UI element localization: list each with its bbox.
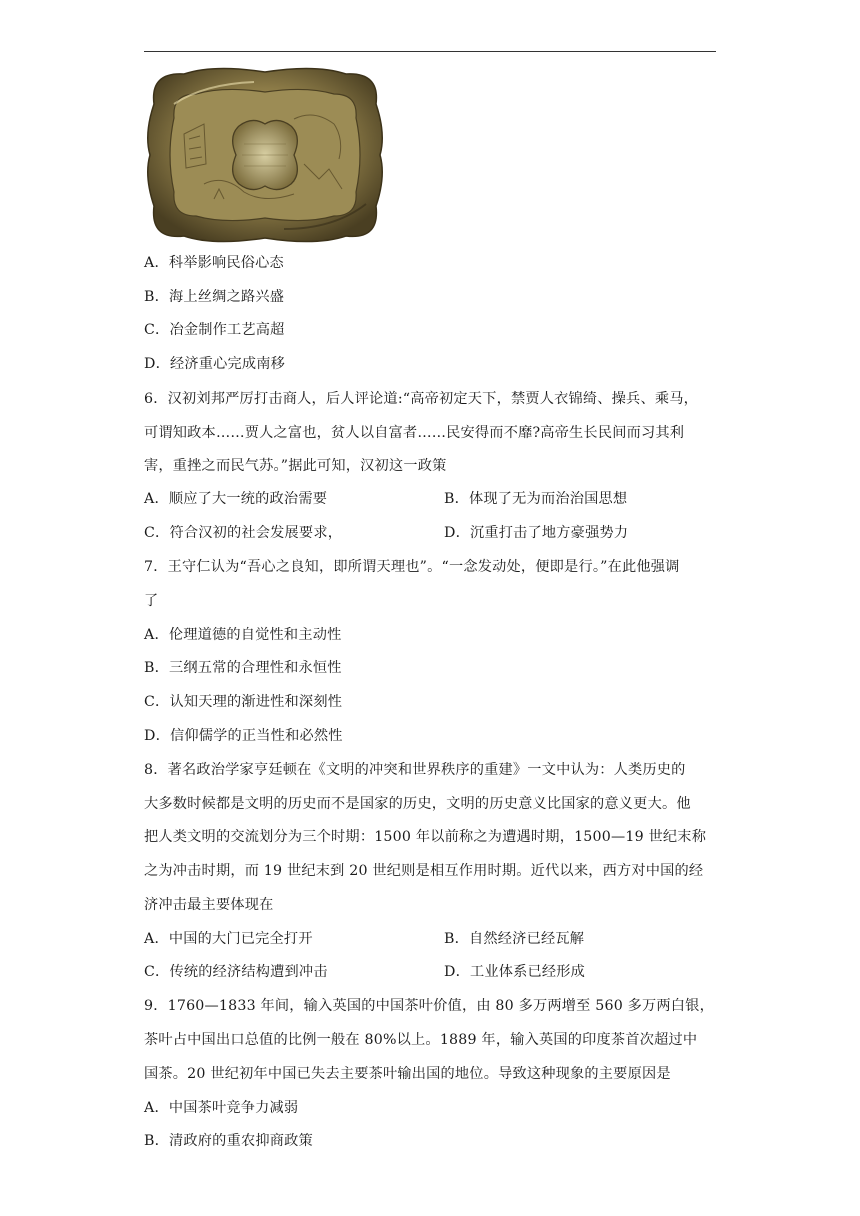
q7-stem-line-1: 7．王守仁认为“吾心之良知，即所谓天理也”。“一念发动处，便即是行。”在此他强调 bbox=[144, 559, 680, 575]
q8-stem-line-1: 8．著名政治学家亨廷顿在《文明的冲突和世界秩序的重建》一文中认为：人类历史的 bbox=[144, 762, 686, 778]
q6-stem-line-3: 害，重挫之而民气苏。”据此可知，汉初这一政策 bbox=[144, 458, 447, 474]
q5-option-a: A．科举影响民俗心态 bbox=[144, 255, 284, 271]
q9-stem-line-1: 9．1760—1833 年间，输入英国的中国茶叶价值，由 80 多万两增至 560 多万两白银， bbox=[144, 998, 714, 1014]
q7-option-c: C．认知天理的渐进性和深刻性 bbox=[144, 694, 343, 710]
q8-stem-line-4: 之为冲击时期，而 19 世纪末到 20 世纪则是相互作用时期。近代以来，西方对中国的经 bbox=[144, 863, 704, 879]
q8-stem-line-3: 把人类文明的交流划分为三个时期：1500 年以前称之为遭遇时期，1500—19 世纪末称 bbox=[144, 829, 707, 845]
q5-option-c: C．冶金制作工艺高超 bbox=[144, 322, 285, 338]
q8-option-d: D．工业体系已经形成 bbox=[444, 964, 586, 980]
q6-option-d: D．沉重打击了地方豪强势力 bbox=[444, 525, 629, 541]
q7-option-b: B．三纲五常的合理性和永恒性 bbox=[144, 660, 342, 676]
q7-stem-line-2: 了 bbox=[144, 593, 159, 609]
q8-option-c: C．传统的经济结构遭到冲击 bbox=[144, 964, 328, 980]
q9-stem-line-2: 茶叶占中国出口总值的比例一般在 80%以上。1889 年，输入英国的印度茶首次超过中 bbox=[144, 1032, 698, 1048]
q6-option-c: C．符合汉初的社会发展要求， bbox=[144, 525, 343, 541]
q5-option-d: D．经济重心完成南移 bbox=[144, 356, 286, 372]
q8-options-row-2 bbox=[144, 962, 716, 982]
q7-option-d: D．信仰儒学的正当性和必然性 bbox=[144, 728, 343, 744]
q5-option-b: B．海上丝绸之路兴盛 bbox=[144, 289, 285, 305]
q6-options-row-2 bbox=[144, 523, 716, 543]
q8-options-row-1 bbox=[144, 929, 716, 949]
q6-options-row-1 bbox=[144, 489, 716, 509]
q8-stem-line-2: 大多数时候都是文明的历史而不是国家的历史，文明的历史意义比国家的意义更大。他 bbox=[144, 796, 691, 812]
q8-option-a: A．中国的大门已完全打开 bbox=[144, 931, 313, 947]
header-rule bbox=[144, 51, 716, 52]
q6-option-a: A．顺应了大一统的政治需要 bbox=[144, 491, 328, 507]
q8-stem-line-5: 济冲击最主要体现在 bbox=[144, 897, 274, 913]
q9-option-b: B．清政府的重农抑商政策 bbox=[144, 1133, 313, 1149]
q6-stem-line-1: 6．汉初刘邦严厉打击商人，后人评论道:“高帝初定天下，禁贾人衣锦绮、操兵、乘马， bbox=[144, 391, 698, 407]
q7-option-a: A．伦理道德的自觉性和主动性 bbox=[144, 627, 342, 643]
q8-option-b: B．自然经济已经瓦解 bbox=[444, 931, 585, 947]
q6-stem-line-2: 可谓知政本……贾人之富也，贫人以自富者……民安得而不靡?高帝生长民间而习其利 bbox=[144, 425, 685, 441]
q6-option-b: B．体现了无为而治治国思想 bbox=[444, 491, 628, 507]
q9-stem-line-3: 国茶。20 世纪初年中国已失去主要茶叶输出国的地位。导致这种现象的主要原因是 bbox=[144, 1066, 671, 1082]
q9-option-a: A．中国茶叶竞争力减弱 bbox=[144, 1100, 299, 1116]
bronze-plate-image bbox=[144, 64, 386, 246]
